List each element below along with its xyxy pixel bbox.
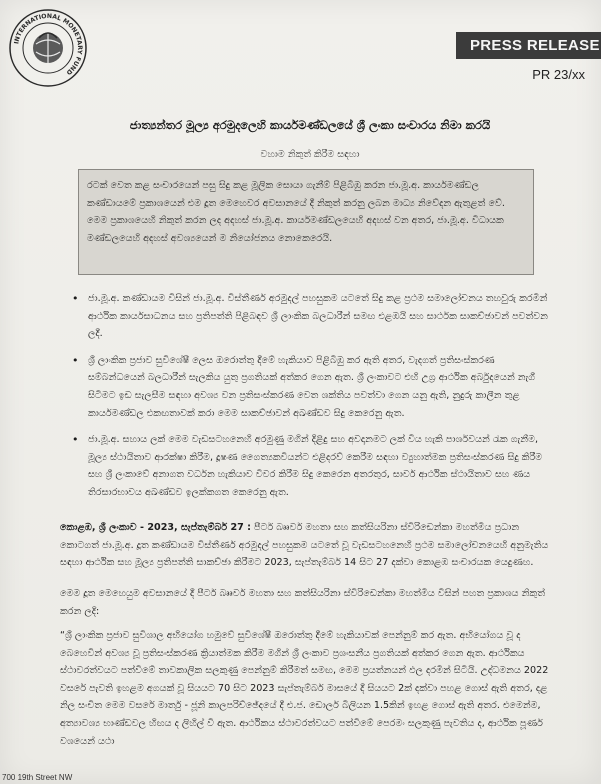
body-paragraph-dateline	[60, 519, 560, 572]
body-paragraph: මෙම දූත මෙහෙයුම අවසානයේ දී පීටර් බෲවර් මහතා සහ කත්සියරිනා ස්විරිඩෙන්කා මහත්මිය විසින් පහත ප්‍රකාශය නිකුත් කරන ලදි:	[60, 588, 545, 617]
bullet-icon: •	[72, 433, 79, 447]
bullet-text: ජා.මූ.අ. සහාය ලක් මෙම වැඩසටහනෙහි අරමුණු මගින් දිළිදු සහ අවදානමට ලක් විය හැකි පාර්ශවයන් රැක ගැනීම, මූල්‍ය ස්ථායිතාව ආරක්ෂා කිරීම, දූෂණ ගෛත්‍යකවියන්ට එළිදරව් කෙරීම සඳහා ව්‍යුහාත්මක ප්‍රතිසංස්කරණ සිදු කිරීම සහ ශ්‍රී ලංකාවේ අනාගත වර්ධන හැකියාව විවර කිරීම සිදු කෙරෙන අතරතුර, සාර්ව ආර්ථික ස්ථායිතාව සහ ණය තිරසාරභාවය අඛණ්ඩව ඉලක්කගත කෙරෙනු ඇත.	[88, 434, 543, 498]
quote-paragraph: “ශ්‍රී ලාංකික ප්‍රජාව සුවිශාල අභියෝග හමුවේ සුවිශේෂී ඔරොත්තු දීමේ හැකියාවක් පෙන්නුම් කර ඇත. අභියෝගය වූ ද බෙහෙවින් අවශ්‍ය වූ ප්‍රතිසංස්කරණ ක්‍රියාත්මක කිරීම මගින් ශ්‍රී ලංකාව ප්‍රශංසනීය ප්‍රගතියක් අත්කර ගෙන ඇත. ආර්ථිකය ස්ථාවරත්වයට පත්වීමේ තාවකාලික සලකුණු පෙන්නුම් කිරීමත් සමඟ, මෙම ප්‍රයත්නයන් ඵල දරමින් සිටියි. උද්ධමනය 2022 වසරේ පැවති ඉහළම අගයක් වූ සියයට 70 සිට 2023 සැප්තැම්බර් මාසයේ දී සියයට 2ක් දක්වා පහළ ගොස් ඇති අතර, දළ නිල සංචිත මෙම වසරේ මාර්තු - ජූනි කාලපරිච්ඡේදයේ දී එ.ජ. ඩොලර් බිලියන 1.5කින් ඉහළ ගොස් ඇති අතර. එමෙන්ම, අත්‍යාවශ්‍ය භාණ්ඩවල හිඟය ද ලිහිල් වී ඇත. ආර්ථිකය ස්ථාවරත්වයට පත්වීමේ පෙරමං සලකුණු පැවතිය ද, ආර්ථික පූර්ණ වශයෙන් යථා	[60, 630, 549, 747]
summary-box: රටක් වෙත කළ සංචාරයෙන් පසු සිදු කළ මූලික සොයා ගැනීම් පිළිබිඹු කරන ජා.මූ.අ. කාර්යමණ්ඩල කණ්ඩායමේ ප්‍රකාශයෙන් එම දූත මෙහෙවර අවසානයේ දී නිකුත් කරනු ලබන මාධ්‍ය නිවේදන ඇතුළත් වේ. මෙම ප්‍රකාශයෙහි නිකුත් කරන ලද අදහස් ජා.මූ.අ. කාර්යමණ්ඩලයෙහි අදහස් වන අතර, ජා.මූ.අ. විධායක මණ්ඩලයෙහි අදහස් අවශ්‍යයෙන් ම නියෝජනය නොකෙරෙයි.	[78, 169, 534, 275]
release-note: වහාම නිකුත් කිරීම සඳහා	[260, 149, 360, 160]
footer-address: 700 19th Street NW	[2, 773, 73, 782]
bullet-list	[70, 290, 550, 511]
bullet-icon: •	[72, 353, 79, 367]
bullet-text: ශ්‍රී ලාංකික ප්‍රජාව සුවිශේෂී ලෙස ඔරොත්තු දීමේ හැකියාව පිළිබිඹු කර ඇති අතර, වැදගත් ප්‍රතිසංස්කරණ සම්බන්ධයෙන් බලධාරීන් සැලකිය යුතු ප්‍රගතියක් අත්කර ගෙන ඇත. ශ්‍රී ලංකාවට එහි උග්‍ර ආර්ථික අර්බුදයෙන් නැගී සිටීමට ඉඩ සැලසීම සඳහා අවශ්‍ය වන ප්‍රතිසංස්කරණ වෙත ශක්තිය පවත්වා ගෙන යනු ඇති, නුදුරු කාලීන තුළ කාර්යමණ්ඩල එකඟතාවක් කරා මෙම සාකච්ඡාවන් අඛණ්ඩව සිදු කෙරෙනු ඇත.	[88, 354, 536, 419]
dateline: කොළඹ, ශ්‍රී ලංකාව - 2023, සැප්තැම්බර් 27 :	[60, 522, 251, 533]
list-item	[70, 352, 550, 422]
imf-seal-logo	[8, 8, 88, 88]
page-title: ජාත්‍යන්තර මූල්‍ය අරමුදලෙහි කාර්යමණ්ඩලයේ ශ්‍රී ලංකා සංචාරය නිමා කරයි	[129, 118, 491, 132]
press-release-number: PR 23/xx	[532, 67, 585, 82]
bullet-icon: •	[72, 292, 79, 305]
paragraph-text: පීටර් බෲවර් මහතා සහ කත්සියරිනා ස්විරිඩෙන්කා මහත්මිය ප්‍රධාන කොටගත් ජා.මූ.අ. දූත කණ්ඩායම විස්තීර්ණ අරමුදල් පහසුකම යටතේ වූ වැඩසටහනෙහි ප්‍රථම සමාලෝචනයෙහි අනුමැතිය සඳහා ආර්ථික සහ මූල්‍ය ප්‍රතිපත්ති සාකච්ඡා කිරීමට 2023, සැප්තැම්බර් 14 සිට 27 දක්වා කොළඹ සංචාරයක යෙදුණහ.	[60, 522, 549, 569]
list-item	[70, 290, 550, 343]
list-item	[70, 431, 550, 501]
press-release-banner: PRESS RELEASE	[456, 32, 601, 59]
bullet-text: ජා.මූ.අ. කණ්ඩායම විසින් ජා.මූ.අ. විස්තීර්ණ අරමුදල් පහසුකම යටතේ සිදු කළ ප්‍රථම සමාලෝචනය තහවුරු කරමින් ආර්ථික කාර්යසාධනය සහ ප්‍රතිපත්ති පිළිබඳව ශ්‍රී ලාංකික බලධාරීන් සමඟ එළඹයි සහ සාර්ථක සාකච්ඡාවන් පවත්වන ලදී.	[88, 293, 548, 340]
seal-ring-text: INTERNATIONAL MONETARY FUND	[13, 12, 84, 76]
